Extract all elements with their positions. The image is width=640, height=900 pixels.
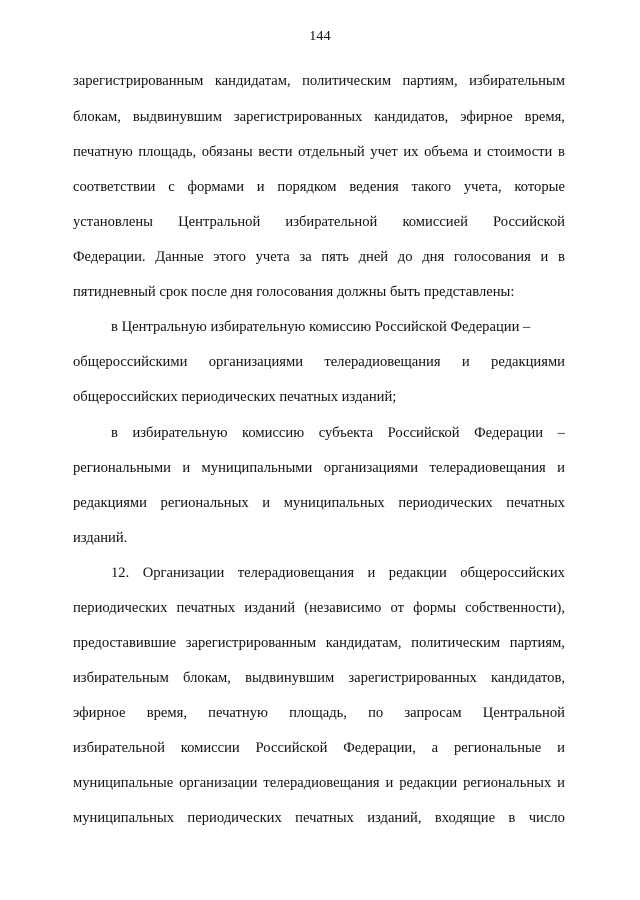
text-line: в избирательную комиссию субъекта Российской Федерации – xyxy=(111,425,565,441)
text-line: эфирное время, печатную площадь, по запросам Центральной xyxy=(73,705,565,721)
text-line: предоставившие зарегистрированным кандидатам, политическим партиям, xyxy=(73,635,565,651)
text-line: в Центральную избирательную комиссию Российской Федерации – xyxy=(111,319,531,335)
text-line: зарегистрированным кандидатам, политическим партиям, избирательным xyxy=(73,73,565,89)
text-line: 12. Организации телерадиовещания и редакции общероссийских xyxy=(111,565,565,581)
text-line: блокам, выдвинувшим зарегистрированных кандидатов, эфирное время, xyxy=(73,109,565,125)
text-line: редакциями региональных и муниципальных периодических печатных xyxy=(73,495,565,511)
text-line: общероссийскими организациями телерадиовещания и редакциями xyxy=(73,354,565,370)
text-line: общероссийских периодических печатных изданий; xyxy=(73,389,397,405)
text-line: пятидневный срок после дня голосования должны быть представлены: xyxy=(73,284,515,300)
text-line: изданий. xyxy=(73,530,128,546)
page-number: 144 xyxy=(309,29,331,44)
text-line: избирательной комиссии Российской Федерации, а региональные и xyxy=(73,740,565,756)
text-line: установлены Центральной избирательной комиссией Российской xyxy=(73,214,565,230)
text-line: Федерации. Данные этого учета за пять дней до дня голосования и в xyxy=(73,249,565,265)
text-line: избирательным блокам, выдвинувшим зарегистрированных кандидатов, xyxy=(73,670,565,686)
text-line: муниципальные организации телерадиовещания и редакции региональных и xyxy=(73,775,565,791)
text-line: соответствии с формами и порядком ведения такого учета, которые xyxy=(73,179,565,195)
text-line: региональными и муниципальными организациями телерадиовещания и xyxy=(73,460,565,476)
text-line: муниципальных периодических печатных изданий, входящие в число xyxy=(73,810,565,826)
text-line: периодических печатных изданий (независимо от формы собственности), xyxy=(73,600,565,616)
text-line: печатную площадь, обязаны вести отдельный учет их объема и стоимости в xyxy=(73,144,565,160)
